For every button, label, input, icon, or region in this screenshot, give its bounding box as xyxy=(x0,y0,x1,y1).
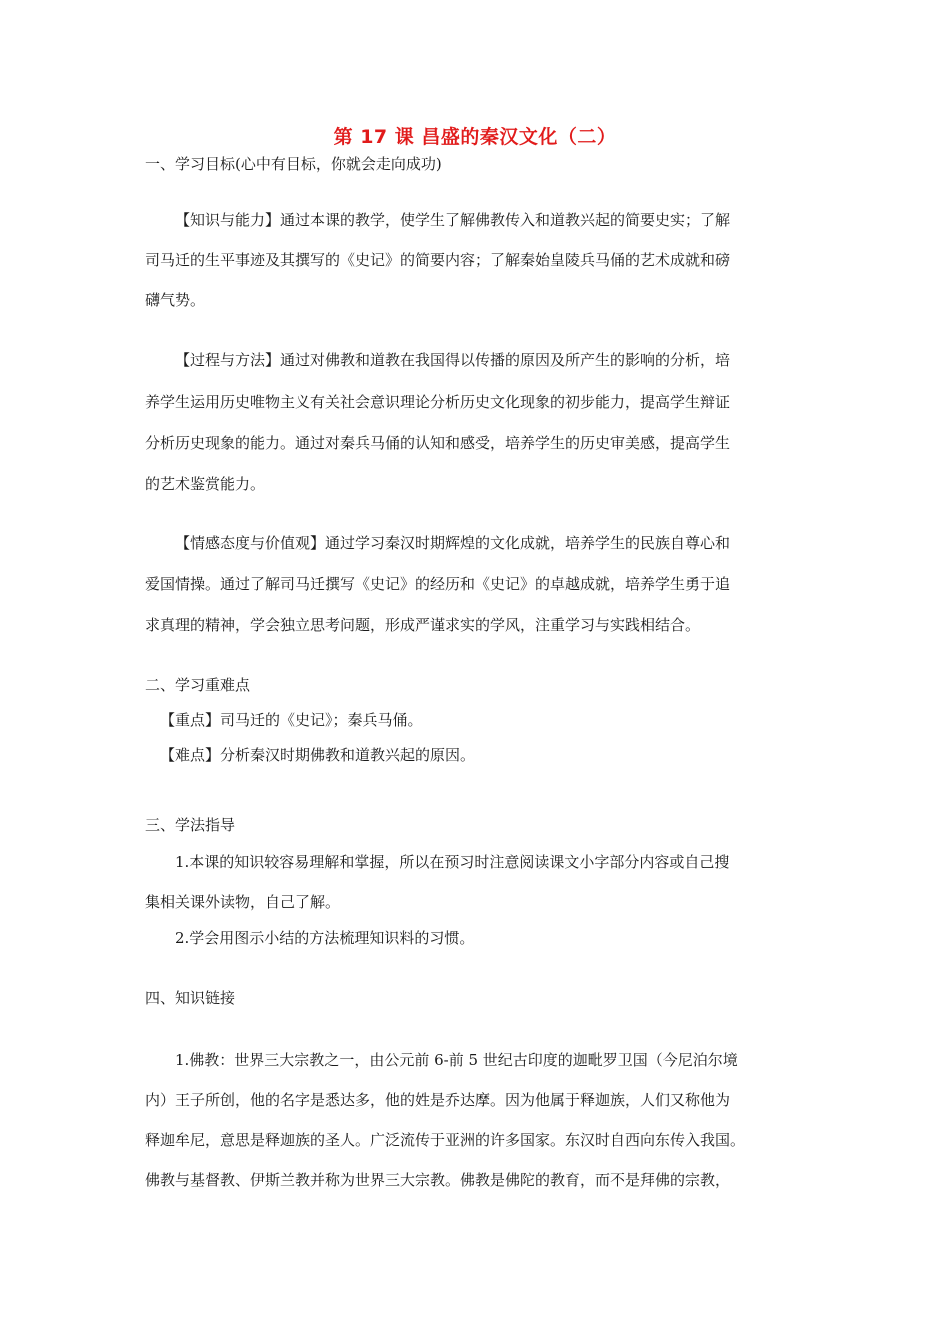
difficult-point-line: 【难点】分析秦汉时期佛教和道教兴起的原因。 xyxy=(160,746,476,764)
paragraph-line: 【情感态度与价值观】通过学习秦汉时期辉煌的文化成就，培养学生的民族自尊心和 xyxy=(175,534,731,552)
paragraph-line: 分析历史现象的能力。通过对秦兵马俑的认知和感受，培养学生的历史审美感，提高学生 xyxy=(145,434,731,452)
section-heading-objectives: 一、学习目标(心中有目标，你就会走向成功) xyxy=(145,155,442,173)
list-item-line: 集相关课外读物，自己了解。 xyxy=(145,893,341,911)
key-point-line: 【重点】司马迁的《史记》；秦兵马俑。 xyxy=(160,711,423,729)
paragraph-line: 【知识与能力】通过本课的教学，使学生了解佛教传入和道教兴起的简要史实；了解 xyxy=(175,211,731,229)
paragraph-line: 佛教与基督教、伊斯兰教并称为世界三大宗教。佛教是佛陀的教育，而不是拜佛的宗教， xyxy=(145,1171,731,1189)
section-heading-study-method: 三、学法指导 xyxy=(145,816,236,834)
paragraph-line: 礴气势。 xyxy=(145,291,206,309)
list-item-line: 2.学会用图示小结的方法梳理知识料的习惯。 xyxy=(175,929,475,947)
section-heading-key-points: 二、学习重难点 xyxy=(145,676,251,694)
paragraph-line: 求真理的精神，学会独立思考问题，形成严谨求实的学风，注重学习与实践相结合。 xyxy=(145,616,701,634)
section-heading-knowledge-link: 四、知识链接 xyxy=(145,989,236,1007)
paragraph-line: 【过程与方法】通过对佛教和道教在我国得以传播的原因及所产生的影响的分析，培 xyxy=(175,351,731,369)
paragraph-line: 1.佛教：世界三大宗教之一，由公元前 6-前 5 世纪古印度的迦毗罗卫国（今尼泊尔境 xyxy=(175,1051,738,1069)
paragraph-line: 爱国情操。通过了解司马迁撰写《史记》的经历和《史记》的卓越成就，培养学生勇于追 xyxy=(145,575,731,593)
paragraph-line: 的艺术鉴赏能力。 xyxy=(145,475,266,493)
paragraph-line: 养学生运用历史唯物主义有关社会意识理论分析历史文化现象的初步能力，提高学生辩证 xyxy=(145,393,731,411)
page-title: 第 17 课 昌盛的秦汉文化（二） xyxy=(333,126,617,148)
paragraph-line: 司马迁的生平事迹及其撰写的《史记》的简要内容；了解秦始皇陵兵马俑的艺术成就和磅 xyxy=(145,251,731,269)
paragraph-line: 内）王子所创，他的名字是悉达多，他的姓是乔达摩。因为他属于释迦族，人们又称他为 xyxy=(145,1091,731,1109)
paragraph-line: 释迦牟尼，意思是释迦族的圣人。广泛流传于亚洲的许多国家。东汉时自西向东传入我国。 xyxy=(145,1131,746,1149)
list-item-line: 1.本课的知识较容易理解和掌握，所以在预习时注意阅读课文小字部分内容或自己搜 xyxy=(175,853,730,871)
